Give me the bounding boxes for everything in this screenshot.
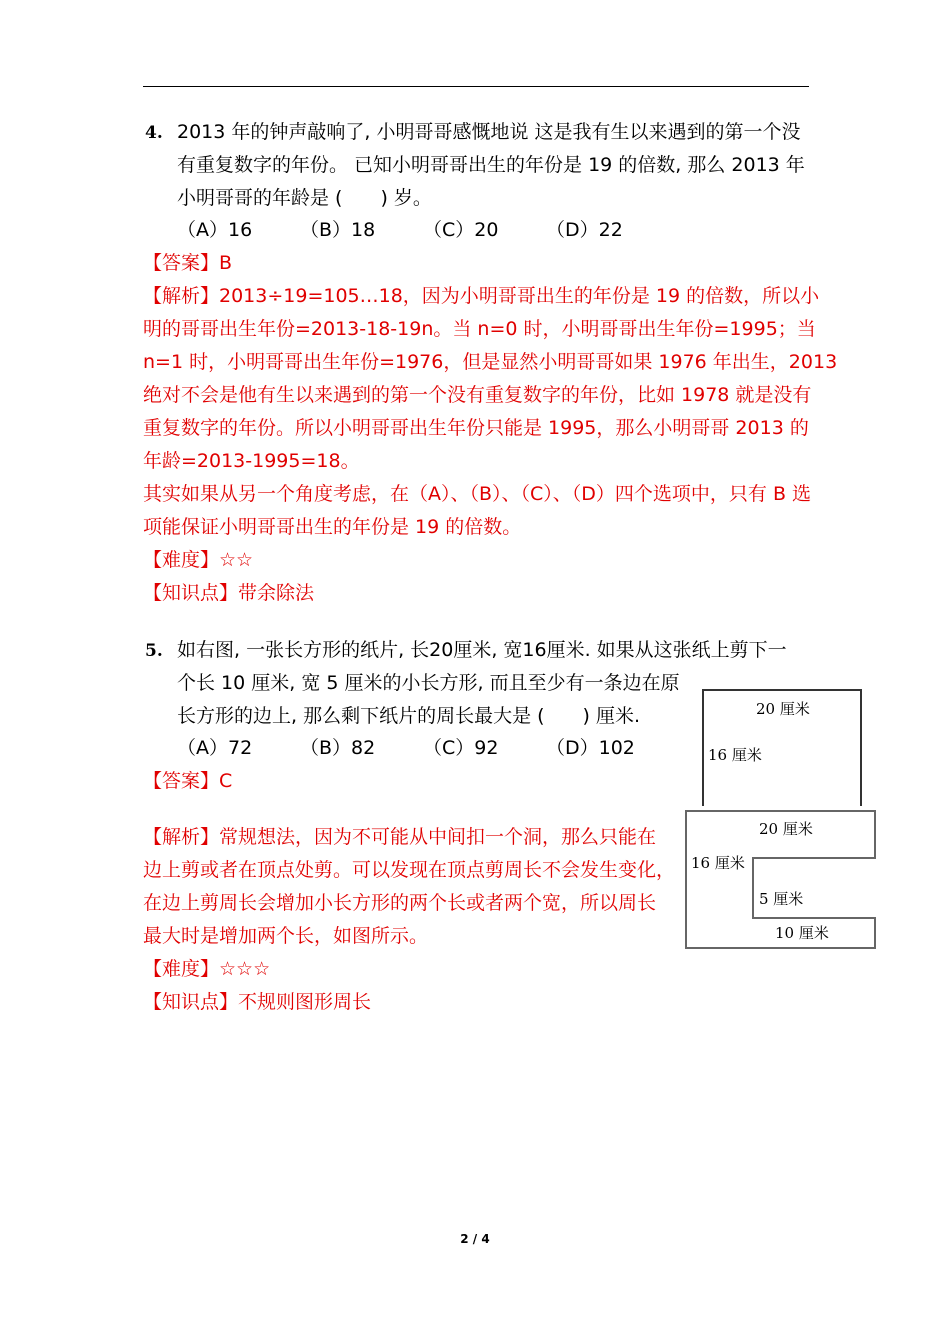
header-rule: [143, 86, 809, 87]
notched-rectangle-figure: [683, 808, 879, 952]
notch-length-label: 10 厘米: [775, 924, 829, 942]
length-label: 20 厘米: [756, 700, 810, 718]
question-5-number: 5.: [145, 641, 163, 661]
q5-analysis-line: 边上剪或者在顶点处剪。可以发现在顶点剪周长不会发生变化，: [143, 859, 676, 881]
q5-analysis-line: 在边上剪周长会增加小长方形的两个长或者两个宽，所以周长: [143, 892, 657, 914]
q5-difficulty: 【难度】☆☆☆: [143, 958, 271, 980]
q4-analysis-line: 绝对不会是他有生以来遇到的第一个没有重复数字的年份，比如 1978 就是没有: [143, 384, 812, 406]
q5-option-d: （D）102: [546, 737, 635, 759]
question-5-line-2: 个长 10 厘米, 宽 5 厘米的小长方形, 而且至少有一条边在原: [177, 672, 680, 694]
q4-analysis-line: 年龄=2013-1995=18。: [143, 450, 360, 472]
q4-option-b: （B）18: [300, 219, 376, 241]
width-label: 16 厘米: [691, 854, 745, 872]
notch-height-label: 5 厘米: [759, 890, 804, 908]
q4-answer: 【答案】B: [143, 252, 233, 274]
length-label: 20 厘米: [759, 820, 813, 838]
q4-analysis-line: 【解析】2013÷19=105…18，因为小明哥哥出生的年份是 19 的倍数，所以小: [143, 285, 820, 307]
q5-knowledge-point: 【知识点】不规则图形周长: [143, 991, 372, 1013]
q4-analysis-line: 项能保证小明哥哥出生的年份是 19 的倍数。: [143, 516, 522, 538]
q4-knowledge-point: 【知识点】带余除法: [143, 582, 315, 604]
q5-option-b: （B）82: [300, 737, 376, 759]
q5-option-a: （A）72: [177, 737, 253, 759]
q4-difficulty: 【难度】☆☆: [143, 549, 254, 571]
width-label: 16 厘米: [708, 746, 762, 764]
page-number: 2 / 4: [460, 1232, 490, 1246]
q4-analysis-line: n=1 时，小明哥哥出生年份=1976，但是显然小明哥哥如果 1976 年出生，2013: [143, 351, 838, 373]
q5-option-c: （C）92: [423, 737, 499, 759]
question-5-line-1: 如右图, 一张长方形的纸片, 长20厘米, 宽16厘米. 如果从这张纸上剪下一: [177, 639, 787, 661]
rectangle-figure: [700, 688, 864, 808]
q5-analysis-line: 最大时是增加两个长，如图所示。: [143, 925, 429, 947]
question-5-line-3: 长方形的边上, 那么剩下纸片的周长最大是 ( ) 厘米.: [177, 705, 641, 727]
q4-option-a: （A）16: [177, 219, 253, 241]
q4-analysis-line: 明的哥哥出生年份=2013-18-19n。当 n=0 时，小明哥哥出生年份=1995；当: [143, 318, 816, 340]
question-4-number: 4.: [145, 123, 163, 143]
q4-option-c: （C）20: [423, 219, 499, 241]
q4-option-d: （D）22: [546, 219, 623, 241]
question-4-line-1: 2013 年的钟声敲响了, 小明哥哥感慨地说 这是我有生以来遇到的第一个没: [177, 121, 801, 143]
q4-analysis-line: 重复数字的年份。所以小明哥哥出生年份只能是 1995，那么小明哥哥 2013 的: [143, 417, 809, 439]
q4-analysis-line: 其实如果从另一个角度考虑，在（A）、（B）、（C）、（D）四个选项中，只有 B 选: [143, 483, 812, 505]
q5-analysis-line: 【解析】常规想法，因为不可能从中间扣一个洞，那么只能在: [143, 826, 657, 848]
question-4-line-2: 有重复数字的年份。 已知小明哥哥出生的年份是 19 的倍数, 那么 2013 年: [177, 154, 805, 176]
q5-answer: 【答案】C: [143, 770, 233, 792]
question-4-line-3: 小明哥哥的年龄是 ( ) 岁。: [177, 187, 432, 209]
